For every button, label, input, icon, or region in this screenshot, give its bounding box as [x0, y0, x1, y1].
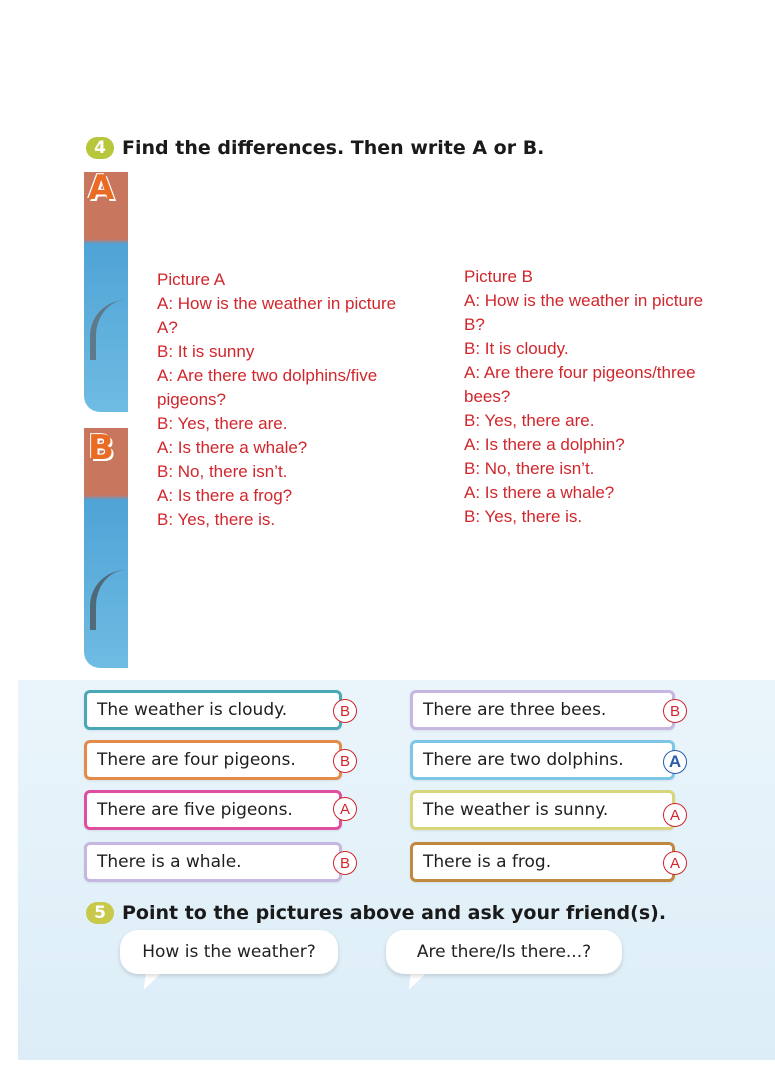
dialog-picture-a — [157, 268, 432, 532]
answer-letter-circle[interactable]: B — [663, 699, 687, 723]
dialog-a-line: A: How is the weather in picture — [157, 294, 397, 313]
speech-bubble-weather: How is the weather? — [120, 930, 338, 974]
dialog-b-line: A: How is the weather in picture — [464, 291, 704, 310]
dialog-b-line: bees? — [464, 387, 511, 406]
answer-letter-circle[interactable]: A — [663, 851, 687, 875]
answer-letter-circle[interactable]: B — [333, 699, 357, 723]
dialog-b-line: A: Is there a whale? — [464, 483, 615, 502]
speech-bubble-is-there: Are there/Is there...? — [386, 930, 622, 974]
section-4-title — [86, 137, 544, 159]
answer-statement: There is a frog. — [423, 852, 552, 872]
answer-statement: There are four pigeons. — [97, 750, 296, 770]
answer-row-five-pigeons — [84, 790, 350, 830]
dialog-a-line: B: No, there isn’t. — [157, 462, 288, 481]
dialog-a-line: A? — [157, 318, 178, 337]
answer-letter-circle[interactable]: A — [663, 803, 687, 827]
answer-row-weather-cloudy — [84, 690, 350, 730]
dialog-a-line: A: Is there a whale? — [157, 438, 308, 457]
dialog-a-line: B: Yes, there is. — [157, 510, 276, 529]
answer-letter-circle[interactable]: B — [333, 749, 357, 773]
dialog-a-line: A: Is there a frog? — [157, 486, 293, 505]
dialog-a-line: Picture A — [157, 270, 226, 289]
section-5-instruction: Point to the pictures above and ask your friend(s). — [122, 902, 667, 924]
answer-letter-circle[interactable]: B — [333, 851, 357, 875]
answer-row-two-dolphins — [410, 740, 682, 780]
answer-statement: There is a whale. — [97, 852, 242, 872]
answer-row-three-bees — [410, 690, 680, 730]
dialog-b-line: B: Yes, there is. — [464, 507, 583, 526]
section-4-instruction: Find the differences. Then write A or B. — [122, 137, 545, 159]
dialog-a-line: B: Yes, there are. — [157, 414, 288, 433]
section-4-number-badge: 4 — [86, 137, 114, 159]
answer-statement: The weather is sunny. — [423, 800, 609, 820]
dialog-picture-b — [464, 265, 739, 529]
answer-letter-circle[interactable]: A — [663, 750, 687, 774]
dialog-b-line: B: It is cloudy. — [464, 339, 569, 358]
dialog-b-line: A: Is there a dolphin? — [464, 435, 625, 454]
answer-row-whale — [84, 842, 350, 882]
dialog-b-line: B: No, there isn’t. — [464, 459, 595, 478]
picture-a-letter: A — [88, 168, 115, 208]
answer-statement: The weather is cloudy. — [97, 700, 288, 720]
answer-statement: There are three bees. — [423, 700, 607, 720]
dialog-a-line: A: Are there two dolphins/five — [157, 366, 378, 385]
section-5-title — [86, 902, 666, 924]
answer-statement: There are two dolphins. — [423, 750, 624, 770]
picture-b-letter: B — [88, 428, 114, 468]
answer-row-four-pigeons — [84, 740, 350, 780]
dialog-a-line: pigeons? — [157, 390, 227, 409]
picture-a-thumbnail — [84, 172, 128, 412]
dialog-b-line: Picture B — [464, 267, 533, 286]
dialog-a-line: B: It is sunny — [157, 342, 255, 361]
answer-row-weather-sunny — [410, 790, 680, 830]
dialog-b-line: B: Yes, there are. — [464, 411, 595, 430]
answer-row-frog — [410, 842, 680, 882]
section-5-number-badge: 5 — [86, 902, 114, 924]
answer-letter-circle[interactable]: A — [333, 797, 357, 821]
dialog-b-line: A: Are there four pigeons/three — [464, 363, 696, 382]
answer-statement: There are five pigeons. — [97, 800, 293, 820]
dialog-b-line: B? — [464, 315, 485, 334]
